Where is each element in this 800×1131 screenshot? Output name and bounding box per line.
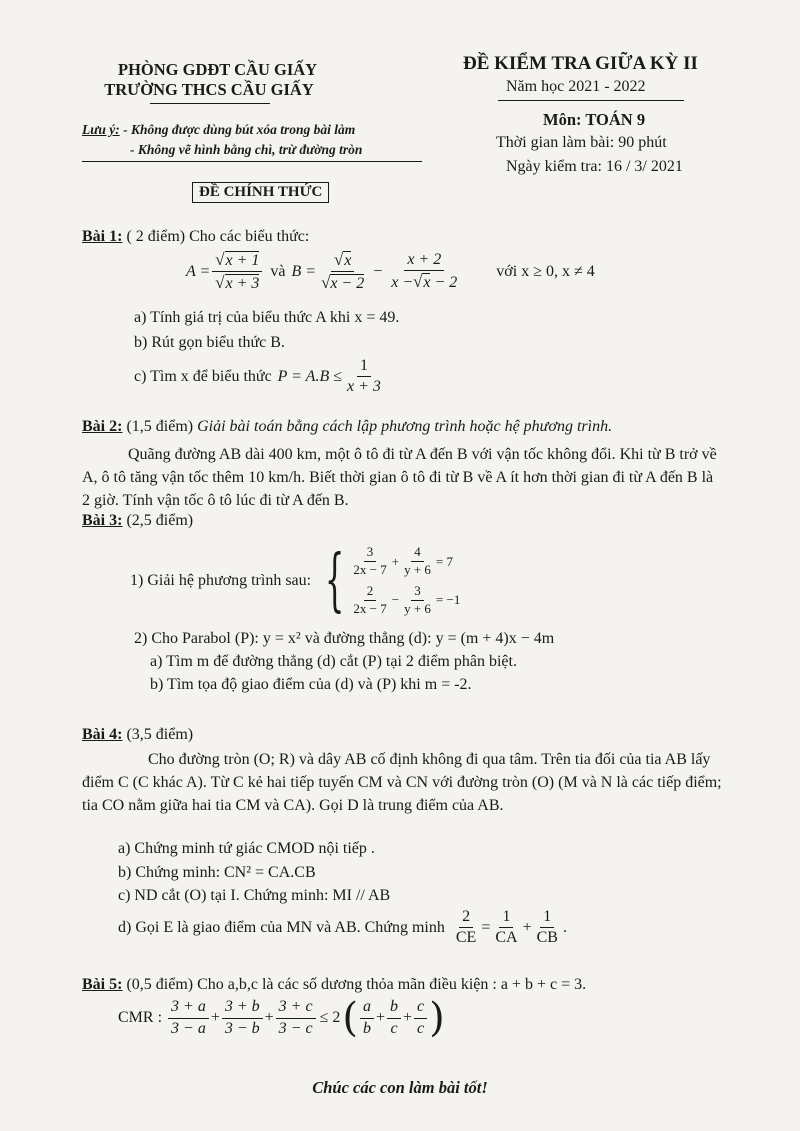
d-d2: CA bbox=[495, 929, 518, 947]
note-line-1 bbox=[82, 122, 355, 138]
bai1-c-expr: P = A.B ≤ bbox=[277, 367, 342, 385]
expr-b2-denominator: x −√x − 2 bbox=[391, 272, 458, 292]
d-d3: CB bbox=[536, 929, 558, 947]
exam-title: ĐỀ KIỂM TRA GIỮA KỲ II bbox=[463, 53, 698, 74]
g2-n: b bbox=[387, 998, 401, 1018]
b2-den-part-c: − 2 bbox=[434, 274, 458, 292]
expr-a-fraction: $\frac{√x + 1}{√x + 3}$ bbox=[212, 250, 262, 294]
note-underline bbox=[82, 161, 422, 162]
closing-message: Chúc các con làm bài tốt! bbox=[312, 1078, 488, 1097]
expr-b-fraction-1: $\frac{√x}{√x - 2}$ bbox=[321, 250, 365, 293]
bai2-heading bbox=[82, 418, 612, 436]
left-paren: ( bbox=[342, 995, 358, 1041]
plus-2: + bbox=[264, 1009, 274, 1026]
r2-rhs: = −1 bbox=[435, 592, 461, 608]
bai3-2b: b) Tìm tọa độ giao điểm của (d) và (P) khi m = -2. bbox=[150, 676, 472, 693]
g3 bbox=[414, 998, 427, 1038]
d-frac-2 bbox=[492, 908, 520, 948]
subject: Môn: TOÁN 9 bbox=[543, 110, 646, 129]
system-rows bbox=[348, 545, 460, 617]
g3-d: c bbox=[417, 1019, 425, 1037]
r2-n1: 2 bbox=[364, 584, 377, 601]
bai2-title: Giải bài toán bằng cách lập phương trình hoặc hệ phương trình. bbox=[197, 418, 613, 435]
bai1-heading bbox=[82, 228, 309, 246]
plus-1: + bbox=[210, 1009, 220, 1026]
bai4-b: b) Chứng minh: CN² = CA.CB bbox=[118, 864, 316, 881]
minus-sign: − bbox=[373, 262, 383, 280]
bai2-body: Quãng đường AB dài 400 km, một ô tô đi từ A đến B với vận tốc không đổi. Khi từ B trở về A, ô tô tăng vận tốc thêm 10 km/h. Biết thời gian ô tô đi từ B về A ít hơn thời gian đi từ A đến B là 2 giờ. Tính vận tốc ô tô lúc đi từ A đến B. bbox=[82, 446, 717, 509]
right-paren: ) bbox=[429, 995, 445, 1041]
f3-d: 3 − c bbox=[278, 1019, 313, 1037]
bai4-d bbox=[118, 908, 567, 948]
le-two: ≤ 2 bbox=[319, 1009, 341, 1026]
d-end: . bbox=[562, 918, 567, 936]
r2-d2: y + 6 bbox=[404, 600, 431, 616]
bai3-part2: 2) Cho Parabol (P): y = x² và đường thẳng (d): y = (m + 4)x − 4m bbox=[134, 630, 555, 647]
bai1-c-text: c) Tìm x để biểu thức bbox=[134, 367, 272, 385]
b2-den-part-a: x − bbox=[391, 274, 414, 292]
bai4-a: a) Chứng minh tứ giác CMOD nội tiếp . bbox=[118, 840, 375, 857]
system-brace: { bbox=[325, 541, 345, 620]
r2-op: − bbox=[391, 592, 400, 608]
d-plus: + bbox=[522, 918, 532, 936]
f2-n: 3 + b bbox=[222, 998, 263, 1018]
r1-rhs: = 7 bbox=[435, 553, 453, 569]
bai1-expressions bbox=[186, 250, 595, 294]
d-eq: = bbox=[481, 918, 491, 936]
equation-system bbox=[313, 541, 461, 620]
g2 bbox=[387, 998, 401, 1038]
bai1-label: Bài 1: bbox=[82, 228, 123, 245]
b2-den-part-b: x bbox=[423, 274, 431, 292]
bai1-intro: ( 2 điểm) Cho các biểu thức: bbox=[122, 228, 310, 245]
system-row-2 bbox=[348, 584, 460, 617]
f1-n: 3 + a bbox=[168, 998, 209, 1018]
r2-d1: 2x − 7 bbox=[353, 600, 387, 616]
f2-d: 3 − b bbox=[224, 1019, 260, 1037]
g1-n: a bbox=[360, 998, 374, 1018]
f3-n: 3 + c bbox=[276, 998, 316, 1018]
condition: với x ≥ 0, x ≠ 4 bbox=[496, 262, 595, 280]
bai3-part1 bbox=[130, 536, 460, 626]
g2-d: c bbox=[390, 1019, 398, 1037]
g3-n: c bbox=[414, 998, 427, 1018]
expr-a-label: A = bbox=[186, 262, 211, 280]
d-n2: 1 bbox=[499, 908, 513, 928]
bai1-c bbox=[134, 357, 386, 397]
expr-b-fraction-2 bbox=[388, 251, 460, 293]
bai4-heading bbox=[82, 726, 193, 744]
duration: Thời gian làm bài: 90 phút bbox=[496, 134, 667, 151]
system-row-1 bbox=[348, 545, 460, 578]
bai1-c-denominator: x + 3 bbox=[347, 378, 381, 396]
bai4-points: (3,5 điểm) bbox=[122, 726, 194, 743]
expr-a-denominator: x + 3 bbox=[225, 275, 260, 293]
bai1-c-fraction bbox=[344, 357, 384, 397]
d-n1: 2 bbox=[459, 908, 473, 928]
expr-b2-numerator: x + 2 bbox=[404, 251, 444, 271]
school-year: Năm học 2021 - 2022 bbox=[506, 78, 646, 95]
bai2-points: (1,5 điểm) bbox=[122, 418, 198, 435]
r1-n2: 4 bbox=[411, 545, 424, 562]
bai5-label: Bài 5: bbox=[82, 976, 123, 993]
school-name: TRƯỜNG THCS CẦU GIẤY bbox=[104, 80, 314, 99]
f1 bbox=[168, 998, 209, 1038]
bai5-inequality bbox=[118, 995, 445, 1041]
cmr-label: CMR : bbox=[118, 1009, 163, 1026]
bai4-body: Cho đường tròn (O; R) và dây AB cố định không đi qua tâm. Trên tia đối của tia AB lấy điểm C (C khác A). Từ C kẻ hai tiếp tuyến CM và CN với đường tròn (O) (M và N là các tiếp điểm; tia CO nằm giữa hai tia CM và CA). Gọi D là trung điểm của AB. bbox=[82, 751, 722, 814]
bai2-label: Bài 2: bbox=[82, 418, 123, 435]
r1-d1: 2x − 7 bbox=[353, 562, 387, 578]
bai3-2a: a) Tìm m để đường thẳng (d) cắt (P) tại 2 điểm phân biệt. bbox=[150, 653, 517, 670]
bai4-label: Bài 4: bbox=[82, 726, 123, 743]
r1-d2: y + 6 bbox=[404, 562, 431, 578]
header-underline bbox=[150, 103, 270, 104]
bai3-label: Bài 3: bbox=[82, 512, 123, 529]
bai1-a: a) Tính giá trị của biểu thức A khi x = 49. bbox=[134, 309, 400, 326]
bai3-p1-text: 1) Giải hệ phương trình sau: bbox=[130, 572, 312, 589]
note-2: - Không vẽ hình bằng chì, trừ đường tròn bbox=[130, 142, 363, 157]
and-word: và bbox=[270, 262, 286, 280]
bai5-body: (0,5 điểm) Cho a,b,c là các số dương thỏa mãn điều kiện : a + b + c = 3. bbox=[122, 976, 587, 993]
official-stamp: ĐỀ CHÍNH THỨC bbox=[192, 182, 329, 203]
f2 bbox=[222, 998, 263, 1038]
g1-d: b bbox=[362, 1019, 371, 1037]
bai1-c-numerator: 1 bbox=[357, 357, 371, 377]
d-n3: 1 bbox=[540, 908, 554, 928]
r1-op: + bbox=[391, 553, 400, 569]
note-label: Lưu ý: bbox=[82, 122, 120, 137]
plus-4: + bbox=[403, 1009, 413, 1026]
d-frac-1 bbox=[453, 908, 479, 948]
bai1-b: b) Rút gọn biểu thức B. bbox=[134, 334, 285, 351]
bai5-heading bbox=[82, 976, 586, 994]
f3 bbox=[276, 998, 316, 1038]
bai3-heading bbox=[82, 512, 193, 530]
d-frac-3 bbox=[534, 908, 561, 948]
bai3-points: (2,5 điểm) bbox=[122, 512, 194, 529]
bai4-c: c) ND cắt (O) tại I. Chứng minh: MI // AB bbox=[118, 887, 391, 904]
year-underline bbox=[498, 100, 684, 101]
plus-3: + bbox=[375, 1009, 385, 1026]
expr-b-label: B = bbox=[291, 262, 317, 280]
r1-n1: 3 bbox=[364, 545, 377, 562]
f1-d: 3 − a bbox=[171, 1019, 206, 1037]
d-d1: CE bbox=[455, 929, 477, 947]
department-name: PHÒNG GDĐT CẦU GIẤY bbox=[118, 60, 318, 79]
r2-n2: 3 bbox=[411, 584, 424, 601]
expr-b1-denominator: x − 2 bbox=[330, 275, 365, 293]
exam-date: Ngày kiểm tra: 16 / 3/ 2021 bbox=[506, 158, 683, 175]
expr-b1-numerator: x bbox=[344, 252, 352, 269]
g1 bbox=[360, 998, 374, 1038]
bai4-d-text: d) Gọi E là giao điểm của MN và AB. Chứng minh bbox=[118, 918, 445, 936]
expr-a-numerator: x + 1 bbox=[225, 252, 260, 269]
note-1: - Không được dùng bút xóa trong bài làm bbox=[119, 122, 356, 137]
